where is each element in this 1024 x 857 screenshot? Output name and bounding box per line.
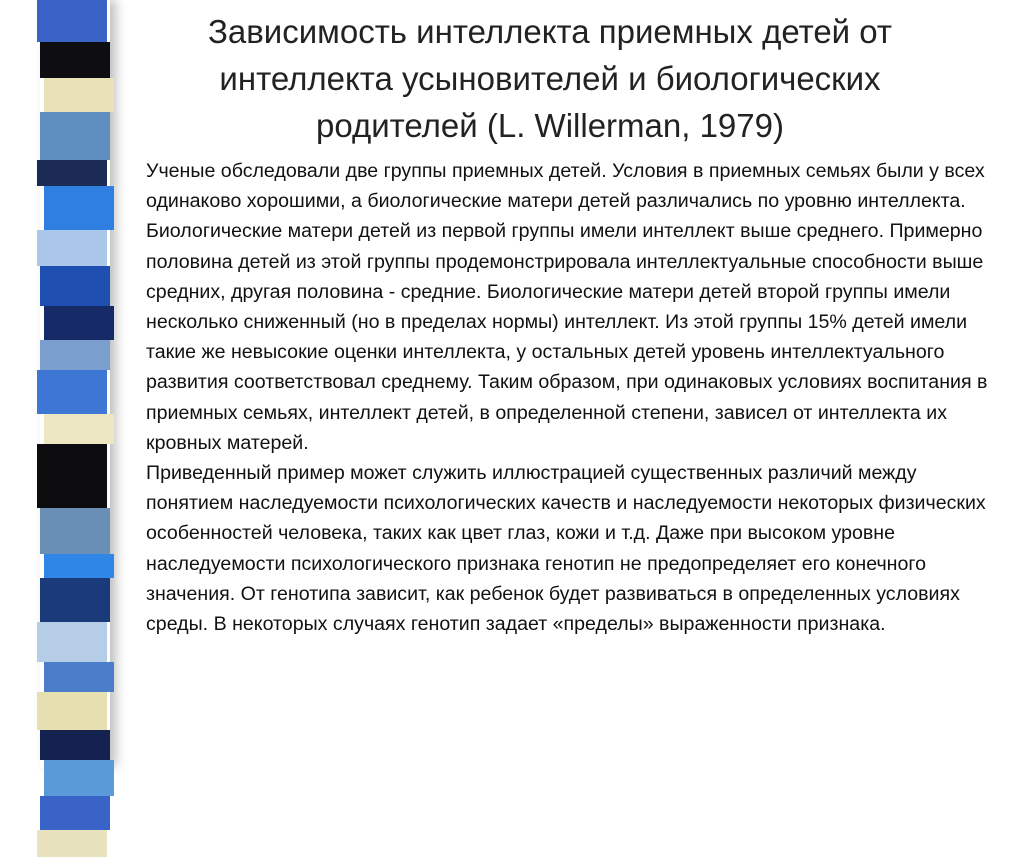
stripe-band <box>44 554 114 578</box>
stripe-band <box>44 78 114 112</box>
stripe-band <box>37 444 107 508</box>
body-paragraph-2: Приведенный пример может служить иллюстрацией существенных различий между понятием наследуемости психологических качеств и наследуемости некоторых физических особенностей человека, таких как цвет глаз, кожи и т.д. Даже при высоком уровне наследуемости психологического признака генотип не предопределяет его конечного значения. От генотипа зависит, как ребенок будет развиваться в определенных условиях среды. В некоторых случаях генотип задает «пределы» выраженности признака. <box>146 462 986 636</box>
stripe-band <box>44 186 114 230</box>
stripe-band <box>37 622 107 662</box>
stripe-band <box>40 112 110 160</box>
stripe-band <box>40 578 110 622</box>
stripe-band <box>37 160 107 186</box>
stripe-band <box>44 760 114 796</box>
slide-body <box>146 156 1006 639</box>
stripe-band <box>40 266 110 306</box>
stripe-band <box>37 0 107 42</box>
stripe-band <box>40 508 110 554</box>
stripe-band <box>37 692 107 730</box>
stripe-band <box>37 830 107 857</box>
stripe-band <box>44 306 114 340</box>
stripe-band <box>44 662 114 692</box>
stripe-band <box>44 414 114 444</box>
body-paragraph-1: Ученые обследовали две группы приемных детей. Условия в приемных семьях были у всех одинаково хорошими, а биологические матери детей различались по уровню интеллекта. Биологические матери детей из первой группы имели интеллект выше среднего. Примерно половина детей из этой группы продемонстрировала интеллектуальные способности выше средних, другая половина - средние. Биологические матери детей второй группы имели несколько сниженный (но в пределах нормы) интеллект. Из этой группы 15% детей имели такие же невысокие оценки интеллекта, у остальных детей уровень интеллектуального развития соответствовал среднему. Таким образом, при одинаковых условиях воспитания в приемных семьях, интеллект детей, в определенной степени, зависел от интеллекта их кровных матерей. <box>146 160 988 454</box>
slide-title: Зависимость интеллекта приемных детей от интеллекта усыновителей и биологических родителей (L. Willerman, 1979) <box>207 13 893 144</box>
stripe-band <box>40 796 110 830</box>
stripe-band <box>40 42 110 78</box>
decorative-stripe-strip <box>40 0 110 767</box>
stripe-band <box>37 230 107 266</box>
stripe-band <box>40 730 110 760</box>
stripe-band <box>40 340 110 370</box>
stripe-band <box>37 370 107 414</box>
